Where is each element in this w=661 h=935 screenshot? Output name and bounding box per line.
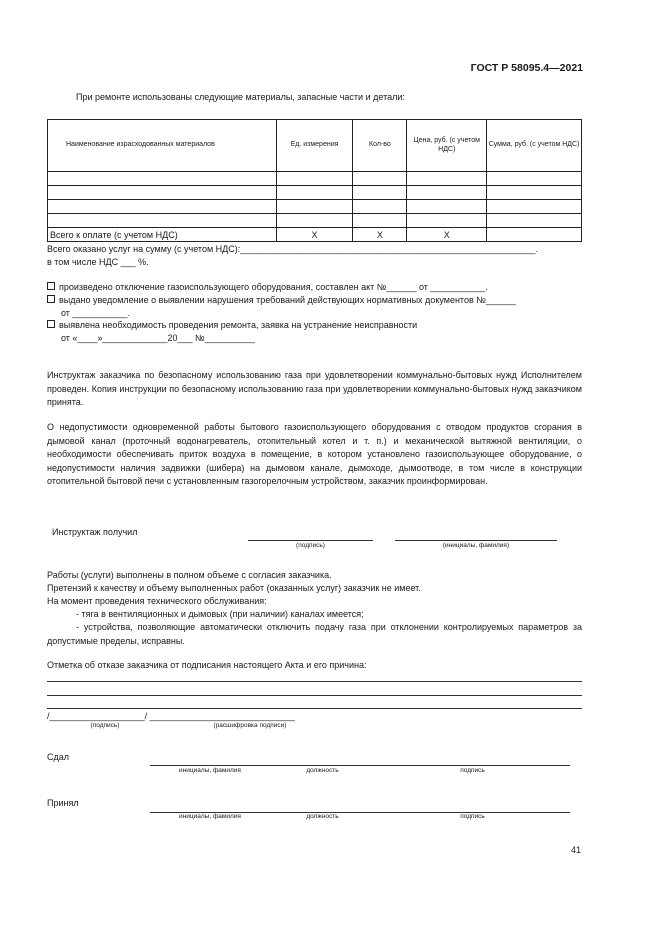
instruction-paragraph: Инструктаж заказчика по безопасному использованию газа при удовлетворении коммунально-бытовых нужд Исполнителем проведен. Копия инструкции по безопасному использованию газа при удовлетворении коммунально-бытовых нужд заказчиком принята. <box>47 370 582 407</box>
ventilation-paragraph: О недопустимости одновременной работы бытового газоиспользующего оборудования с отводом продуктов сгорания в дымовой канал (проточный водонагреватель, отопительный котел и т. п.) и механической вытяжной вентиляции, о необходимости обеспечивать приток воздуха в помещение, в котором установлено газоиспользующее оборудование, о недопустимости наличия задвижки (шибера) на дымовом канале, дымоходе, дымоотводе, в том числе в конструкции отопительной бытовой печи с установленным газогорелочным устройством, заказчик проинформирован. <box>47 422 582 486</box>
checkbox[interactable] <box>47 295 55 303</box>
works-line: Работы (услуги) выполнены в полном объеме с согласия заказчика. <box>47 570 332 580</box>
received-label: Принял <box>47 798 79 808</box>
caption-signature: (подпись) <box>296 542 325 549</box>
gave-line <box>150 765 570 766</box>
caption-signature: подпись <box>460 813 485 820</box>
vat-line: в том числе НДС ___ %. <box>47 257 149 267</box>
signature-line <box>248 540 373 541</box>
table-row <box>48 172 582 186</box>
caption-name: (инициалы, фамилия) <box>442 542 510 549</box>
total-mark-price: X <box>407 228 487 242</box>
checkbox[interactable] <box>47 282 55 290</box>
caption-name: инициалы, фамилия <box>179 767 241 774</box>
works-line: На момент проведения технического обслуживания: <box>47 596 267 606</box>
works-line: - устройства, позволяющие автоматически отключить подачу газа при отклонении контролируемых параметров за допустимые пределы, исправны. <box>47 622 582 646</box>
caption-position: должность <box>306 813 339 820</box>
table-row <box>48 186 582 200</box>
col-header-sum: Сумма, руб. (с учетом НДС) <box>487 120 582 172</box>
refusal-signature-line: /___________________/ _____________________________ <box>47 711 295 721</box>
table-total-row <box>48 228 582 242</box>
total-mark-unit: X <box>276 228 353 242</box>
col-header-qty: Кол-во <box>353 120 407 172</box>
col-header-price: Цена, руб. (с учетом НДС) <box>407 120 487 172</box>
standard-header: ГОСТ Р 58095.4—2021 <box>470 62 583 74</box>
total-mark-qty: X <box>353 228 407 242</box>
table-header-row <box>48 120 582 172</box>
gave-label: Сдал <box>47 752 70 762</box>
materials-table <box>47 119 582 242</box>
check-item: выдано уведомление о выявлении нарушения требований действующих нормативных документов №______ <box>47 295 516 305</box>
total-label: Всего к оплате (с учетом НДС) <box>48 228 277 242</box>
col-header-name: Наименование израсходованных материалов <box>48 120 277 172</box>
table-row <box>48 200 582 214</box>
refusal-line <box>47 695 582 696</box>
caption-position: должность <box>306 767 339 774</box>
works-line: - тяга в вентиляционных и дымовых (при наличии) каналах имеется; <box>76 609 364 619</box>
table-row <box>48 214 582 228</box>
materials-intro: При ремонте использованы следующие материалы, запасные части и детали: <box>76 92 405 102</box>
caption-decode: (расшифровка подписи) <box>213 722 287 729</box>
instruction-received-label: Инструктаж получил <box>52 527 138 537</box>
check-item: выявлена необходимость проведения ремонта, заявка на устранение неисправности <box>47 320 417 330</box>
refusal-label: Отметка об отказе заказчика от подписания настоящего Акта и его причина: <box>47 660 367 670</box>
refusal-line <box>47 681 582 682</box>
caption-name: инициалы, фамилия <box>179 813 241 820</box>
refusal-line <box>47 708 582 709</box>
caption-signature: (подпись) <box>90 722 120 729</box>
col-header-unit: Ед. измерения <box>276 120 353 172</box>
checkbox[interactable] <box>47 320 55 328</box>
services-total: Всего оказано услуг на сумму (с учетом НДС):___________________________________________________________. <box>47 244 539 254</box>
caption-signature: подпись <box>460 767 485 774</box>
page-number: 41 <box>571 845 582 855</box>
check-item: произведено отключение газоиспользующего оборудования, составлен акт №______ от ___________. <box>47 282 488 292</box>
works-line: Претензий к качеству и объему выполненных работ (оказанных услуг) заказчик не имеет. <box>47 583 421 593</box>
check-item-continued: от «____»_____________20___ №__________ <box>61 333 255 343</box>
name-line <box>395 540 557 541</box>
check-item-continued: от ___________. <box>61 308 130 318</box>
